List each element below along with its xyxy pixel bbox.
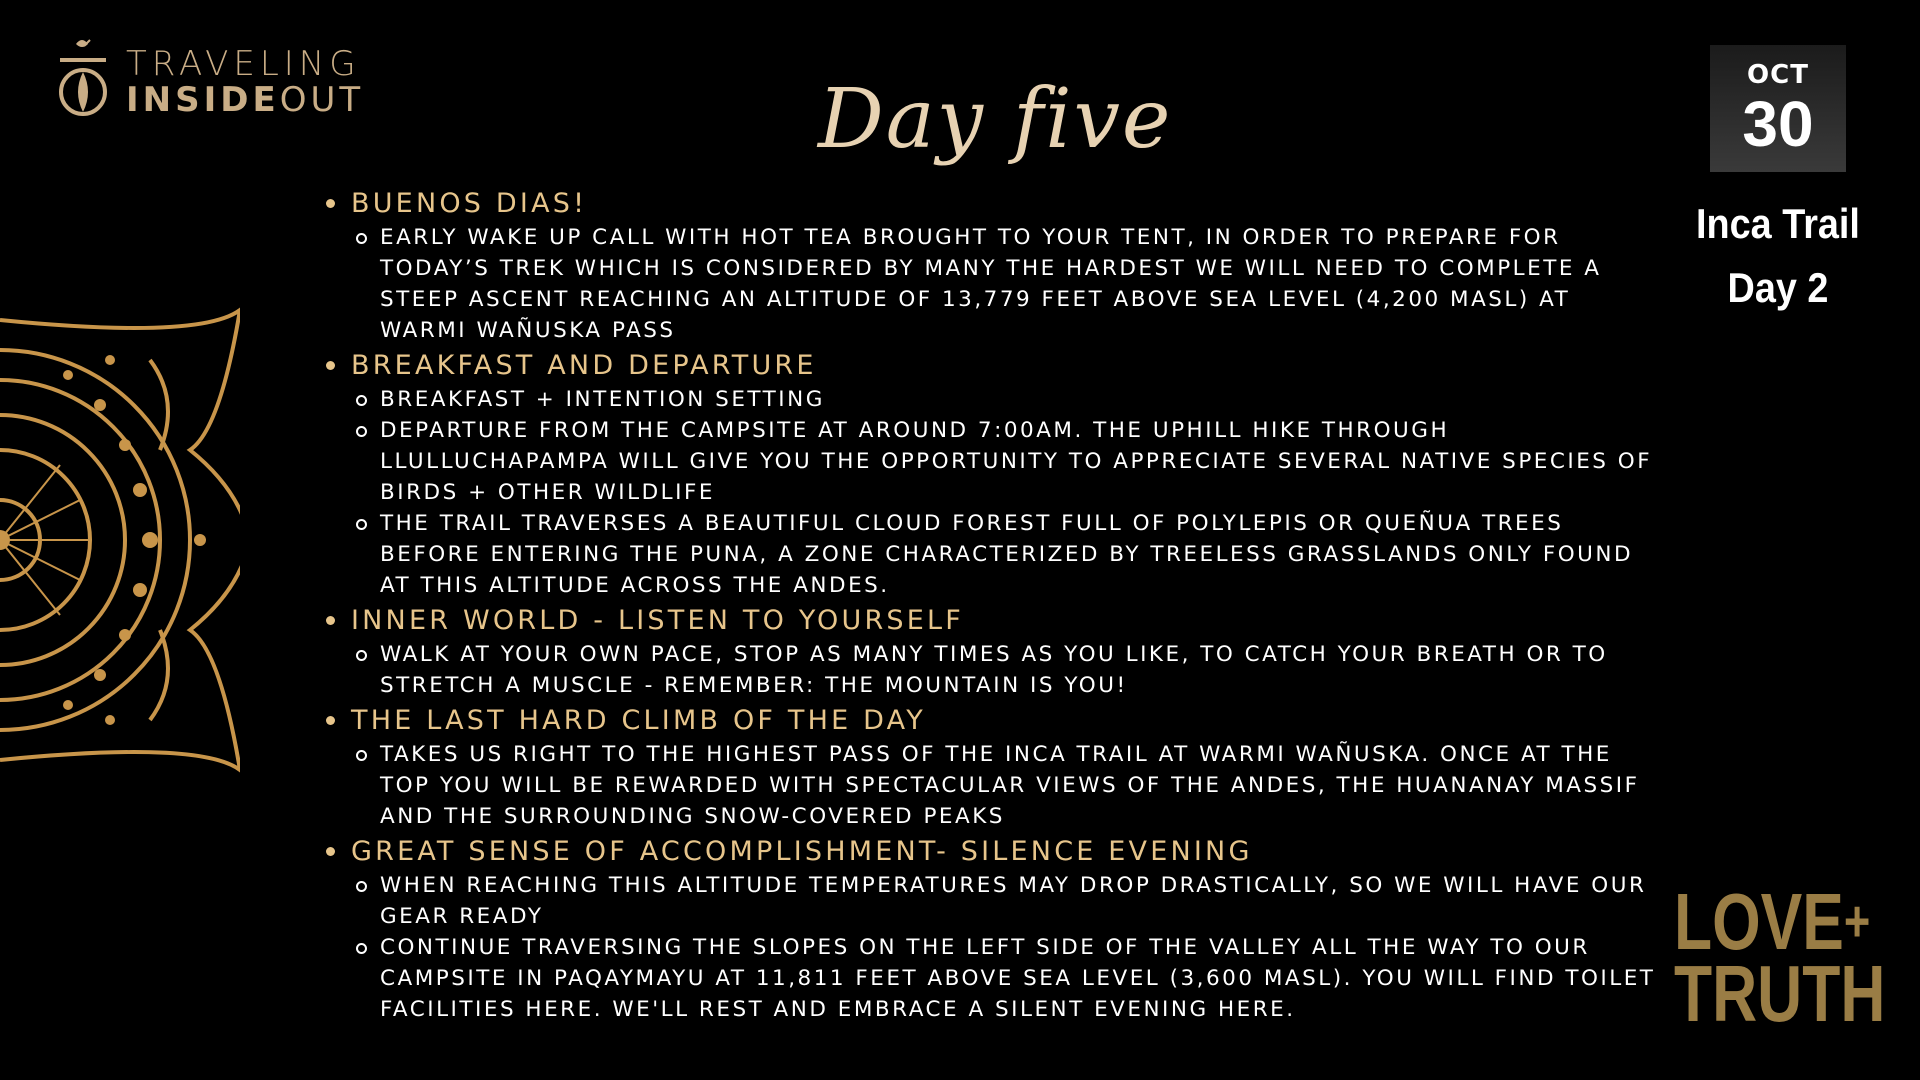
list-item-text: BREAKFAST + INTENTION SETTING <box>380 387 825 412</box>
list-item <box>356 508 1660 601</box>
section-title-text: BREAKFAST AND DEPARTURE <box>351 349 817 381</box>
section-title-text: BUENOS DIAS! <box>351 187 588 219</box>
mandala-decoration-icon <box>0 300 240 780</box>
brand-logo <box>1674 877 1886 1038</box>
date-day: 30 <box>1742 87 1814 160</box>
bullet-dot-icon <box>326 847 335 856</box>
page-title: Day five <box>818 72 1173 167</box>
itinerary-content <box>320 184 1660 1025</box>
list-item-text: CONTINUE TRAVERSING THE SLOPES ON THE LEFT SIDE OF THE VALLEY ALL THE WAY TO OUR CAMPSITE IN PAQAYMAYU AT 11,811 FEET ABOVE SEA LEVEL (3,600 MASL). YOU WILL FIND TOILET FACILITIES HERE. WE'LL REST AND EMBRACE A SILENT EVENING HERE. <box>380 935 1656 1022</box>
side-title <box>1672 192 1884 320</box>
list-item <box>356 639 1660 701</box>
logo-mark-icon <box>54 36 112 128</box>
section-title <box>320 601 1660 639</box>
list-item-text: WHEN REACHING THIS ALTITUDE TEMPERATURES MAY DROP DRASTICALLY, SO WE WILL HAVE OUR GEAR READY <box>380 873 1647 929</box>
section-buenos-dias <box>320 184 1660 346</box>
brand-love: LOVE <box>1674 877 1844 966</box>
logo <box>54 36 364 128</box>
brand-line-2: TRUTH <box>1674 949 1886 1038</box>
logo-inside: INSIDE <box>126 80 280 120</box>
section-title-text: THE LAST HARD CLIMB OF THE DAY <box>351 704 926 736</box>
bullet-dot-icon <box>326 616 335 625</box>
section-title <box>320 346 1660 384</box>
side-title-line-1: Inca Trail <box>1696 200 1860 247</box>
list-item-text: EARLY WAKE UP CALL WITH HOT TEA BROUGHT TO YOUR TENT, IN ORDER TO PREPARE FOR TODAY’S TREK WHICH IS CONSIDERED BY MANY THE HARDEST WE WILL NEED TO COMPLETE A STEEP ASCENT REACHING AN ALTITUDE OF 13,779 FEET ABOVE SEA LEVEL (4,200 MASL) AT WARMI WAÑUSKA PASS <box>380 225 1602 343</box>
section-title-text: INNER WORLD - LISTEN TO YOURSELF <box>351 604 964 636</box>
section-last-hard-climb <box>320 701 1660 832</box>
list-item <box>356 222 1660 346</box>
bullet-dot-icon <box>326 199 335 208</box>
list-item <box>356 384 1660 415</box>
side-title-line-2: Day 2 <box>1727 264 1829 311</box>
section-title <box>320 832 1660 870</box>
list-item <box>356 870 1660 932</box>
section-breakfast-departure <box>320 346 1660 601</box>
list-item-text: DEPARTURE FROM THE CAMPSITE AT AROUND 7:00AM. THE UPHILL HIKE THROUGH LLULLUCHAPAMPA WILL GIVE YOU THE OPPORTUNITY TO APPRECIATE SEVERAL NATIVE SPECIES OF BIRDS + OTHER WILDLIFE <box>380 418 1653 505</box>
list-item <box>356 932 1660 1025</box>
bullet-dot-icon <box>326 361 335 370</box>
list-item-text: TAKES US RIGHT TO THE HIGHEST PASS OF THE INCA TRAIL AT WARMI WAÑUSKA. ONCE AT THE TOP YOU WILL BE REWARDED WITH SPECTACULAR VIEWS OF THE ANDES, THE HUANANAY MASSIF AND THE SURROUNDING SNOW-COVERED PEAKS <box>380 742 1640 829</box>
logo-out: OUT <box>279 80 365 120</box>
list-item-text: WALK AT YOUR OWN PACE, STOP AS MANY TIMES AS YOU LIKE, TO CATCH YOUR BREATH OR TO STRETCH A MUSCLE - REMEMBER: THE MOUNTAIN IS YOU! <box>380 642 1608 698</box>
logo-line-2 <box>126 80 365 120</box>
list-item-text: THE TRAIL TRAVERSES A BEAUTIFUL CLOUD FOREST FULL OF POLYLEPIS OR QUEÑUA TREES BEFORE ENTERING THE PUNA, A ZONE CHARACTERIZED BY TREELESS GRASSLANDS ONLY FOUND AT THIS ALTITUDE ACROSS THE ANDES. <box>380 511 1634 598</box>
date-month: OCT <box>1747 59 1809 90</box>
section-title-text: GREAT SENSE OF ACCOMPLISHMENT- SILENCE EVENING <box>351 835 1253 867</box>
list-item <box>356 415 1660 508</box>
bullet-ring-icon <box>356 943 367 954</box>
logo-line-1: TRAVELING <box>126 44 361 84</box>
section-inner-world <box>320 601 1660 701</box>
bullet-ring-icon <box>356 519 367 530</box>
section-accomplishment <box>320 832 1660 1025</box>
section-title <box>320 701 1660 739</box>
section-title <box>320 184 1660 222</box>
bullet-ring-icon <box>356 426 367 437</box>
bullet-ring-icon <box>356 233 367 244</box>
list-item <box>356 739 1660 832</box>
brand-line-1 <box>1674 877 1885 966</box>
calendar-date-badge <box>1710 45 1846 172</box>
bullet-dot-icon <box>326 716 335 725</box>
bullet-ring-icon <box>356 650 367 661</box>
brand-plus: + <box>1843 889 1871 954</box>
bullet-ring-icon <box>356 750 367 761</box>
bullet-ring-icon <box>356 881 367 892</box>
bullet-ring-icon <box>356 395 367 406</box>
